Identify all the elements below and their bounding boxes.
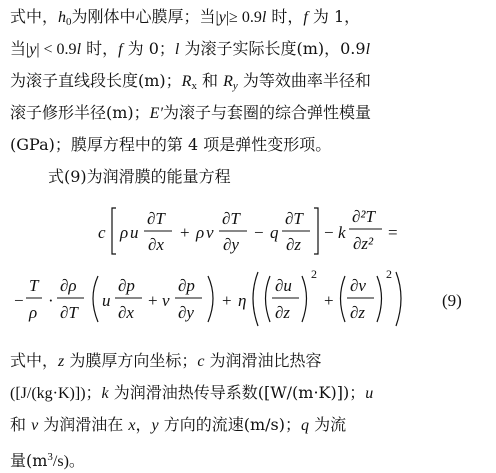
eq-dT: ∂T: [60, 303, 78, 322]
text-line-2: [10, 38, 370, 61]
text-run: 和: [196, 71, 224, 90]
eq-dv: ∂v: [350, 276, 366, 295]
var-f: f: [303, 9, 308, 26]
eq-du: ∂u: [275, 276, 292, 295]
text-run: /s)。: [52, 453, 85, 470]
text-run: 为润滑油在: [38, 415, 129, 434]
text-run: 为 0；: [122, 39, 175, 58]
text-run: 为滚子与套圈的综合弹性模量: [162, 103, 371, 122]
text-run: 为滚子实际长度(m)，0.9: [179, 39, 366, 58]
text-run: 和: [10, 415, 32, 434]
var-l: l: [174, 41, 180, 58]
eq-dz: ∂z: [275, 303, 291, 322]
right-paren: [302, 276, 307, 322]
eq-d2T: ∂²T: [352, 207, 375, 226]
abs-bar: |: [225, 9, 230, 26]
var-l: l: [76, 41, 82, 58]
eq-equals: =: [388, 223, 398, 242]
text-run: 方向的流速(m/s)；: [158, 415, 301, 434]
outer-right-paren: [396, 272, 401, 326]
text-run: ≥ 0.9: [229, 9, 262, 26]
text-line-4: [10, 102, 371, 125]
eq-dz: ∂z: [286, 235, 302, 254]
text-run: 量(m: [10, 451, 48, 470]
eq-dT: ∂T: [147, 209, 165, 228]
text-run: 为刚体中心膜厚；当: [71, 7, 216, 26]
eq-dp: ∂p: [178, 276, 195, 295]
var-f: f: [118, 41, 123, 58]
eq-minus: −: [254, 223, 264, 242]
text-run: 为润滑油比热容: [204, 351, 322, 370]
eq-var-k: k: [338, 223, 346, 242]
text-run: ，: [135, 415, 152, 434]
var-l: l: [261, 9, 267, 26]
var-y: y: [151, 417, 159, 434]
text-run: 式中，: [10, 351, 59, 370]
text-run: 为膜厚方向坐标；: [64, 351, 198, 370]
text-run: 时，: [266, 7, 304, 26]
eq-exponent: 2: [386, 267, 392, 281]
var-R: R: [223, 73, 233, 90]
superscript: 3: [47, 451, 53, 463]
text-run: 时，: [81, 39, 119, 58]
eq-var-u: u: [102, 291, 111, 310]
eq-dy: ∂y: [223, 235, 239, 254]
eq-neg: −: [14, 291, 24, 310]
eq-var-rho: ρ: [196, 223, 205, 242]
abs-bar: |: [215, 9, 219, 26]
var-l: l: [365, 41, 371, 58]
eq-var-u: u: [130, 223, 139, 242]
eq-var-q: q: [270, 223, 279, 242]
var-z: z: [58, 353, 65, 370]
eq-dp: ∂p: [118, 276, 135, 295]
eq-var-rho: ρ: [29, 303, 38, 322]
eq-dy: ∂y: [178, 303, 194, 322]
text-run: 为等效曲率半径和: [237, 71, 371, 90]
eq-minus: −: [324, 223, 334, 242]
text-line-10: [10, 446, 85, 473]
var-h: h: [58, 9, 67, 26]
text-line-6: [48, 166, 231, 188]
eq-dx: ∂x: [148, 235, 164, 254]
outer-left-paren: [253, 272, 258, 326]
var-E-prime: E′: [149, 105, 163, 122]
eq-plus: +: [148, 291, 158, 310]
var-q: q: [300, 417, 309, 434]
eq-plus: +: [324, 291, 334, 310]
var-v: v: [31, 417, 39, 434]
left-paren: [93, 276, 98, 322]
eq-dT: ∂T: [285, 209, 303, 228]
eq-plus: +: [222, 291, 232, 310]
right-bracket: [314, 208, 318, 254]
right-paren: [208, 276, 213, 322]
eq-var-c: c: [98, 223, 106, 242]
text-line-5: [10, 134, 331, 156]
eq-plus: +: [180, 223, 190, 242]
text-run: 式(9)为润滑膜的能量方程: [48, 167, 231, 186]
text-line-1: [10, 6, 360, 33]
subscript: x: [191, 80, 197, 92]
text-line-9: [10, 414, 346, 437]
left-bracket: [112, 208, 116, 254]
left-paren: [266, 276, 271, 322]
eq-var-eta: η: [238, 291, 247, 310]
text-run: 为滚子直线段长度(m)；: [10, 71, 182, 90]
text-run: 为润滑油热传导系数([W/(m·K)])；: [108, 383, 366, 402]
equation-9: [0, 188, 496, 340]
eq-dx: ∂x: [118, 303, 134, 322]
text-line-7: [10, 350, 322, 373]
var-R: R: [181, 73, 192, 90]
eq-dz: ∂z: [350, 303, 366, 322]
text-line-3: [10, 70, 371, 97]
eq-var-v: v: [206, 223, 214, 242]
subscript: y: [232, 80, 238, 92]
eq-var-rho: ρ: [120, 223, 129, 242]
eq-exponent: 2: [311, 267, 317, 281]
left-paren: [341, 276, 346, 322]
eq-dz2: ∂z²: [353, 234, 374, 253]
text-run: 当: [10, 39, 27, 58]
var-x: x: [128, 417, 136, 434]
eq-var-T: T: [29, 276, 39, 295]
equation-number: (9): [442, 291, 462, 310]
text-run: < 0.9: [39, 41, 77, 58]
text-run: 滚子修形半径(m)；: [10, 103, 150, 122]
abs-bar: |: [26, 41, 30, 58]
text-run: 式中，: [10, 7, 59, 26]
text-line-8: [10, 382, 373, 405]
var-k: k: [101, 385, 109, 402]
eq-dT: ∂T: [222, 209, 240, 228]
var-y: y: [218, 9, 226, 26]
eq-drho: ∂ρ: [60, 276, 77, 295]
eq-var-v: v: [162, 291, 170, 310]
var-u: u: [365, 385, 374, 402]
text-run: (GPa)；膜厚方程中的第 4 项是弹性变形项。: [10, 135, 332, 154]
eq-dot: ·: [48, 291, 54, 310]
subscript: 0: [66, 16, 72, 28]
var-y: y: [29, 41, 37, 58]
text-run: 为流: [308, 415, 347, 434]
var-c: c: [197, 353, 205, 370]
right-paren: [377, 276, 382, 322]
text-run: ([J/(kg·K)])；: [10, 385, 102, 402]
abs-bar: |: [36, 41, 40, 58]
text-run: 为 1，: [307, 7, 361, 26]
